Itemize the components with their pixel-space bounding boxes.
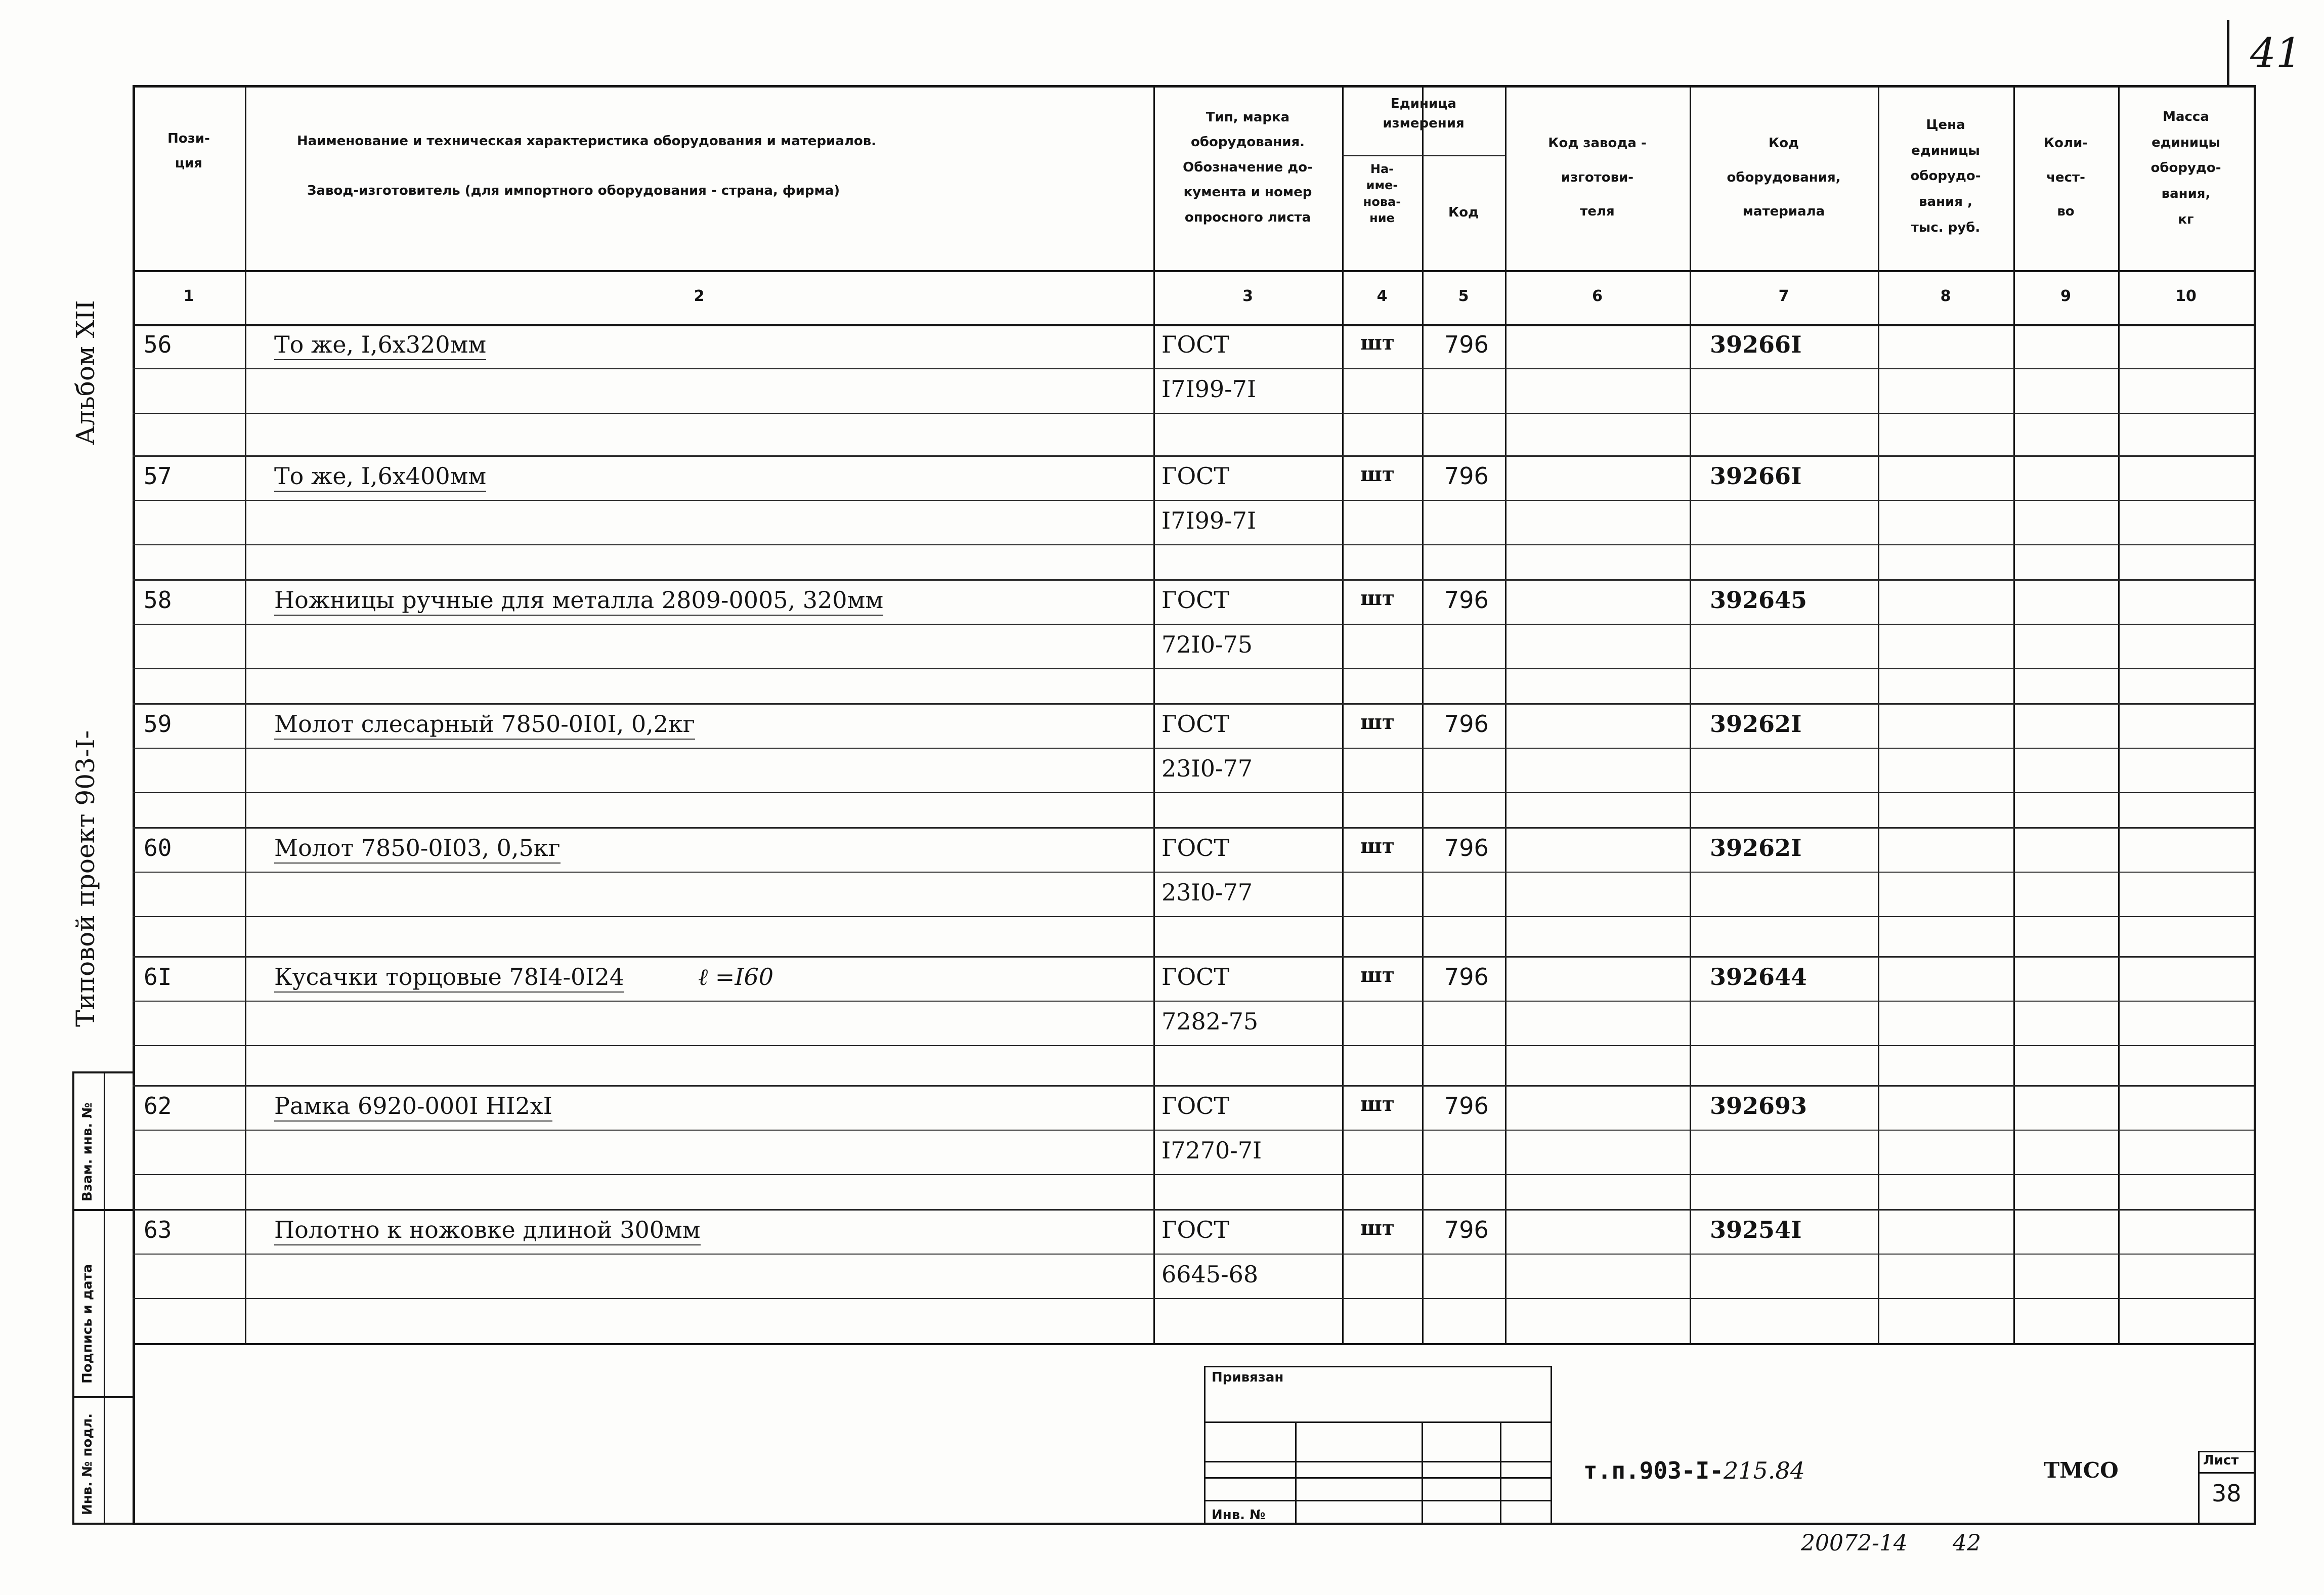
stamp-divider-1: [72, 1209, 133, 1211]
row-unit-code: 796: [1444, 710, 1489, 738]
row-divider: [133, 579, 2254, 581]
title-block-col3: [1500, 1421, 1501, 1523]
column-number: 5: [1458, 287, 1469, 305]
stamp-replacement-inventory: Взам. инв. №: [80, 1102, 95, 1201]
subrow-divider: [133, 1130, 2254, 1131]
row-position: 60: [144, 834, 172, 861]
row-document-standard: ГОСТ: [1161, 710, 1230, 738]
row-position: 62: [144, 1092, 172, 1119]
title-block-privyazan: Привязан: [1212, 1370, 1284, 1385]
page-number-rule: [2227, 20, 2229, 86]
subrow-divider: [133, 1254, 2254, 1255]
column-divider: [2013, 85, 2015, 1343]
title-block-row3: [1204, 1477, 1551, 1479]
title-block-row4: [1204, 1500, 1551, 1501]
column-number-line: [133, 324, 2256, 326]
subrow-divider: [133, 916, 2254, 917]
page-number: 41: [2250, 29, 2302, 76]
header-type-document: Тип, марка оборудования. Обозначение до- кумента и номер опросного листа: [1183, 110, 1313, 225]
row-unit-code: 796: [1444, 1092, 1489, 1119]
row-equipment-code: 39266I: [1710, 331, 1802, 358]
column-number: 8: [1940, 287, 1951, 305]
row-divider: [133, 956, 2254, 958]
column-divider: [1878, 85, 1879, 1343]
header-mass: Масса единицы оборудо- вания, кг: [2150, 109, 2221, 227]
document-code: [1583, 1457, 1805, 1484]
row-unit-code: 796: [1444, 586, 1489, 614]
header-price: Цена единицы оборудо- вания , тыс. руб.: [1910, 117, 1981, 235]
header-unit-code: Код: [1448, 205, 1479, 220]
subrow-divider: [133, 1174, 2254, 1175]
header-quantity: Коли- чест- во: [2043, 136, 2088, 220]
row-unit: шт: [1360, 331, 1395, 355]
row-document-number: 7282-75: [1161, 1008, 1259, 1035]
row-name: Ножницы ручные для металла 2809-0005, 320мм: [274, 586, 884, 614]
row-name-underline: [274, 863, 561, 864]
row-name-underline: [274, 992, 624, 993]
row-name-suffix: ℓ =I60: [698, 963, 774, 990]
row-unit: шт: [1360, 710, 1395, 734]
title-block-left: [1204, 1366, 1206, 1523]
row-document-number: I7I99-7I: [1161, 375, 1257, 403]
row-equipment-code: 392644: [1710, 963, 1807, 990]
row-name-underline: [274, 359, 486, 360]
row-divider: [133, 455, 2254, 457]
row-unit: шт: [1360, 834, 1395, 858]
subrow-divider: [133, 748, 2254, 749]
title-block-inventory: Инв. №: [1212, 1507, 1266, 1523]
row-name-underline: [274, 1244, 701, 1245]
row-divider: [133, 827, 2254, 829]
column-divider: [1153, 85, 1155, 1343]
column-number: 1: [183, 287, 194, 305]
table-top-border: [133, 85, 2256, 88]
row-document-standard: ГОСТ: [1161, 963, 1230, 990]
row-name-underline: [274, 615, 883, 616]
subrow-divider: [133, 413, 2254, 414]
title-block-col1: [1295, 1421, 1297, 1523]
stamp-divider-bottom: [72, 1523, 133, 1525]
header-plant-code: Код завода - изготови- теля: [1548, 136, 1647, 220]
row-position: 58: [144, 586, 172, 614]
row-document-number: I7I99-7I: [1161, 507, 1257, 534]
row-unit: шт: [1360, 963, 1395, 987]
row-document-number: 6645-68: [1161, 1261, 1259, 1288]
row-unit: шт: [1360, 1092, 1395, 1116]
sheet-label: Лист: [2203, 1453, 2239, 1468]
stamp-divider-top: [72, 1071, 133, 1073]
row-unit-code: 796: [1444, 834, 1489, 861]
row-document-standard: ГОСТ: [1161, 331, 1230, 358]
row-unit-code: 796: [1444, 963, 1489, 990]
title-block-row2: [1204, 1461, 1551, 1462]
row-divider: [133, 1085, 2254, 1087]
row-document-number: I7270-7I: [1161, 1137, 1262, 1164]
column-number: 3: [1242, 287, 1253, 305]
stamp-inner-line: [104, 1071, 105, 1524]
column-number: 9: [2060, 287, 2071, 305]
album-label: Альбом XII: [71, 300, 100, 445]
stamp-original-inventory: Инв. № подл.: [80, 1413, 95, 1515]
column-number: 7: [1778, 287, 1789, 305]
column-divider: [245, 85, 246, 1343]
row-divider: [133, 703, 2254, 705]
header-position: Пози- ция: [167, 131, 210, 171]
row-equipment-code: 392693: [1710, 1092, 1807, 1119]
row-position: 57: [144, 462, 172, 490]
row-equipment-code: 39254I: [1710, 1216, 1802, 1243]
row-equipment-code: 39266I: [1710, 462, 1802, 490]
stamp-divider-2: [72, 1396, 133, 1398]
row-unit-code: 796: [1444, 1216, 1489, 1243]
subrow-divider: [133, 1298, 2254, 1299]
column-number: 6: [1592, 287, 1603, 305]
column-divider: [2118, 85, 2120, 1343]
row-document-standard: ГОСТ: [1161, 1092, 1230, 1119]
row-equipment-code: 39262I: [1710, 834, 1802, 861]
row-equipment-code: 39262I: [1710, 710, 1802, 738]
row-position: 59: [144, 710, 172, 738]
row-name-underline: [274, 1120, 552, 1122]
sheet-box-top: [2198, 1451, 2256, 1452]
page-bottom-border: [133, 1523, 2256, 1525]
subrow-divider: [133, 544, 2254, 545]
subrow-divider: [133, 1045, 2254, 1046]
title-block-col2: [1422, 1421, 1423, 1523]
subrow-divider: [133, 872, 2254, 873]
row-name: Молот слесарный 7850-0I0I, 0,2кг: [274, 710, 695, 738]
sheet-number: 38: [2212, 1480, 2242, 1507]
sheet-box-left: [2198, 1451, 2200, 1523]
subrow-divider: [133, 668, 2254, 669]
subrow-divider: [133, 624, 2254, 625]
row-name-underline: [274, 491, 486, 492]
row-equipment-code: 392645: [1710, 586, 1807, 614]
subrow-divider: [133, 1001, 2254, 1002]
row-unit: шт: [1360, 462, 1395, 486]
row-unit-code: 796: [1444, 462, 1489, 490]
row-position: 56: [144, 331, 172, 358]
column-number: 10: [2175, 287, 2197, 305]
row-position: 63: [144, 1216, 172, 1243]
title-block-row1: [1204, 1421, 1551, 1423]
header-unit-group: Единица измерения: [1383, 96, 1465, 131]
title-block-right: [1551, 1366, 1552, 1523]
row-document-standard: ГОСТ: [1161, 834, 1230, 861]
subrow-divider: [133, 500, 2254, 501]
column-divider: [1690, 85, 1691, 1343]
row-document-standard: ГОСТ: [1161, 1216, 1230, 1243]
row-name-underline: [274, 739, 695, 740]
header-name-line1: Наименование и техническая характеристика оборудования и материалов.: [297, 134, 877, 149]
column-divider: [1342, 85, 1344, 1343]
row-name: То же, I,6х320мм: [274, 331, 487, 358]
document-code-printed: т.п.903-I-: [1583, 1457, 1724, 1484]
section-code: ТМСО: [2044, 1458, 2119, 1483]
row-name: Полотно к ножовке длиной 300мм: [274, 1216, 701, 1243]
row-name: Кусачки торцовые 78I4-0I24: [274, 963, 624, 990]
project-label: Типовой проект 903-I-: [71, 730, 100, 1027]
body-bottom-line: [133, 1343, 2256, 1345]
row-name: Рамка 6920-000I НI2хI: [274, 1092, 552, 1119]
header-bottom-line: [133, 270, 2256, 272]
row-unit-code: 796: [1444, 331, 1489, 358]
table-right-border: [2254, 85, 2256, 1525]
order-number: 20072-14: [1801, 1530, 1908, 1556]
row-position: 6I: [144, 963, 172, 990]
column-number: 4: [1376, 287, 1388, 305]
header-unit-name: На- име- нова- ние: [1363, 162, 1401, 226]
column-number: 2: [694, 287, 705, 305]
title-block-top: [1204, 1366, 1551, 1367]
document-code-handwritten: 215.84: [1723, 1457, 1805, 1484]
row-name: Молот 7850-0I03, 0,5кг: [274, 834, 561, 861]
row-document-standard: ГОСТ: [1161, 586, 1230, 614]
stamp-signature-date: Подпись и дата: [80, 1264, 95, 1384]
row-document-number: 23I0-77: [1161, 755, 1253, 782]
row-divider: [133, 1209, 2254, 1211]
stamp-left-border: [72, 1071, 74, 1524]
unit-group-divider: [1342, 155, 1505, 156]
footer-sheet-number: 42: [1953, 1530, 1981, 1556]
row-document-number: 72I0-75: [1161, 631, 1253, 658]
header-equipment-code: Код оборудования, материала: [1727, 136, 1841, 220]
subrow-divider: [133, 792, 2254, 793]
header-name-line2: Завод-изготовитель (для импортного оборудования - страна, фирма): [307, 183, 840, 198]
row-unit: шт: [1360, 1216, 1395, 1240]
row-unit: шт: [1360, 586, 1395, 610]
sheet-box-mid: [2198, 1472, 2256, 1474]
column-divider: [1505, 85, 1507, 1343]
row-document-standard: ГОСТ: [1161, 462, 1230, 490]
subrow-divider: [133, 368, 2254, 369]
column-divider: [1422, 85, 1424, 1343]
row-name: То же, I,6х400мм: [274, 462, 487, 490]
row-document-number: 23I0-77: [1161, 879, 1253, 906]
